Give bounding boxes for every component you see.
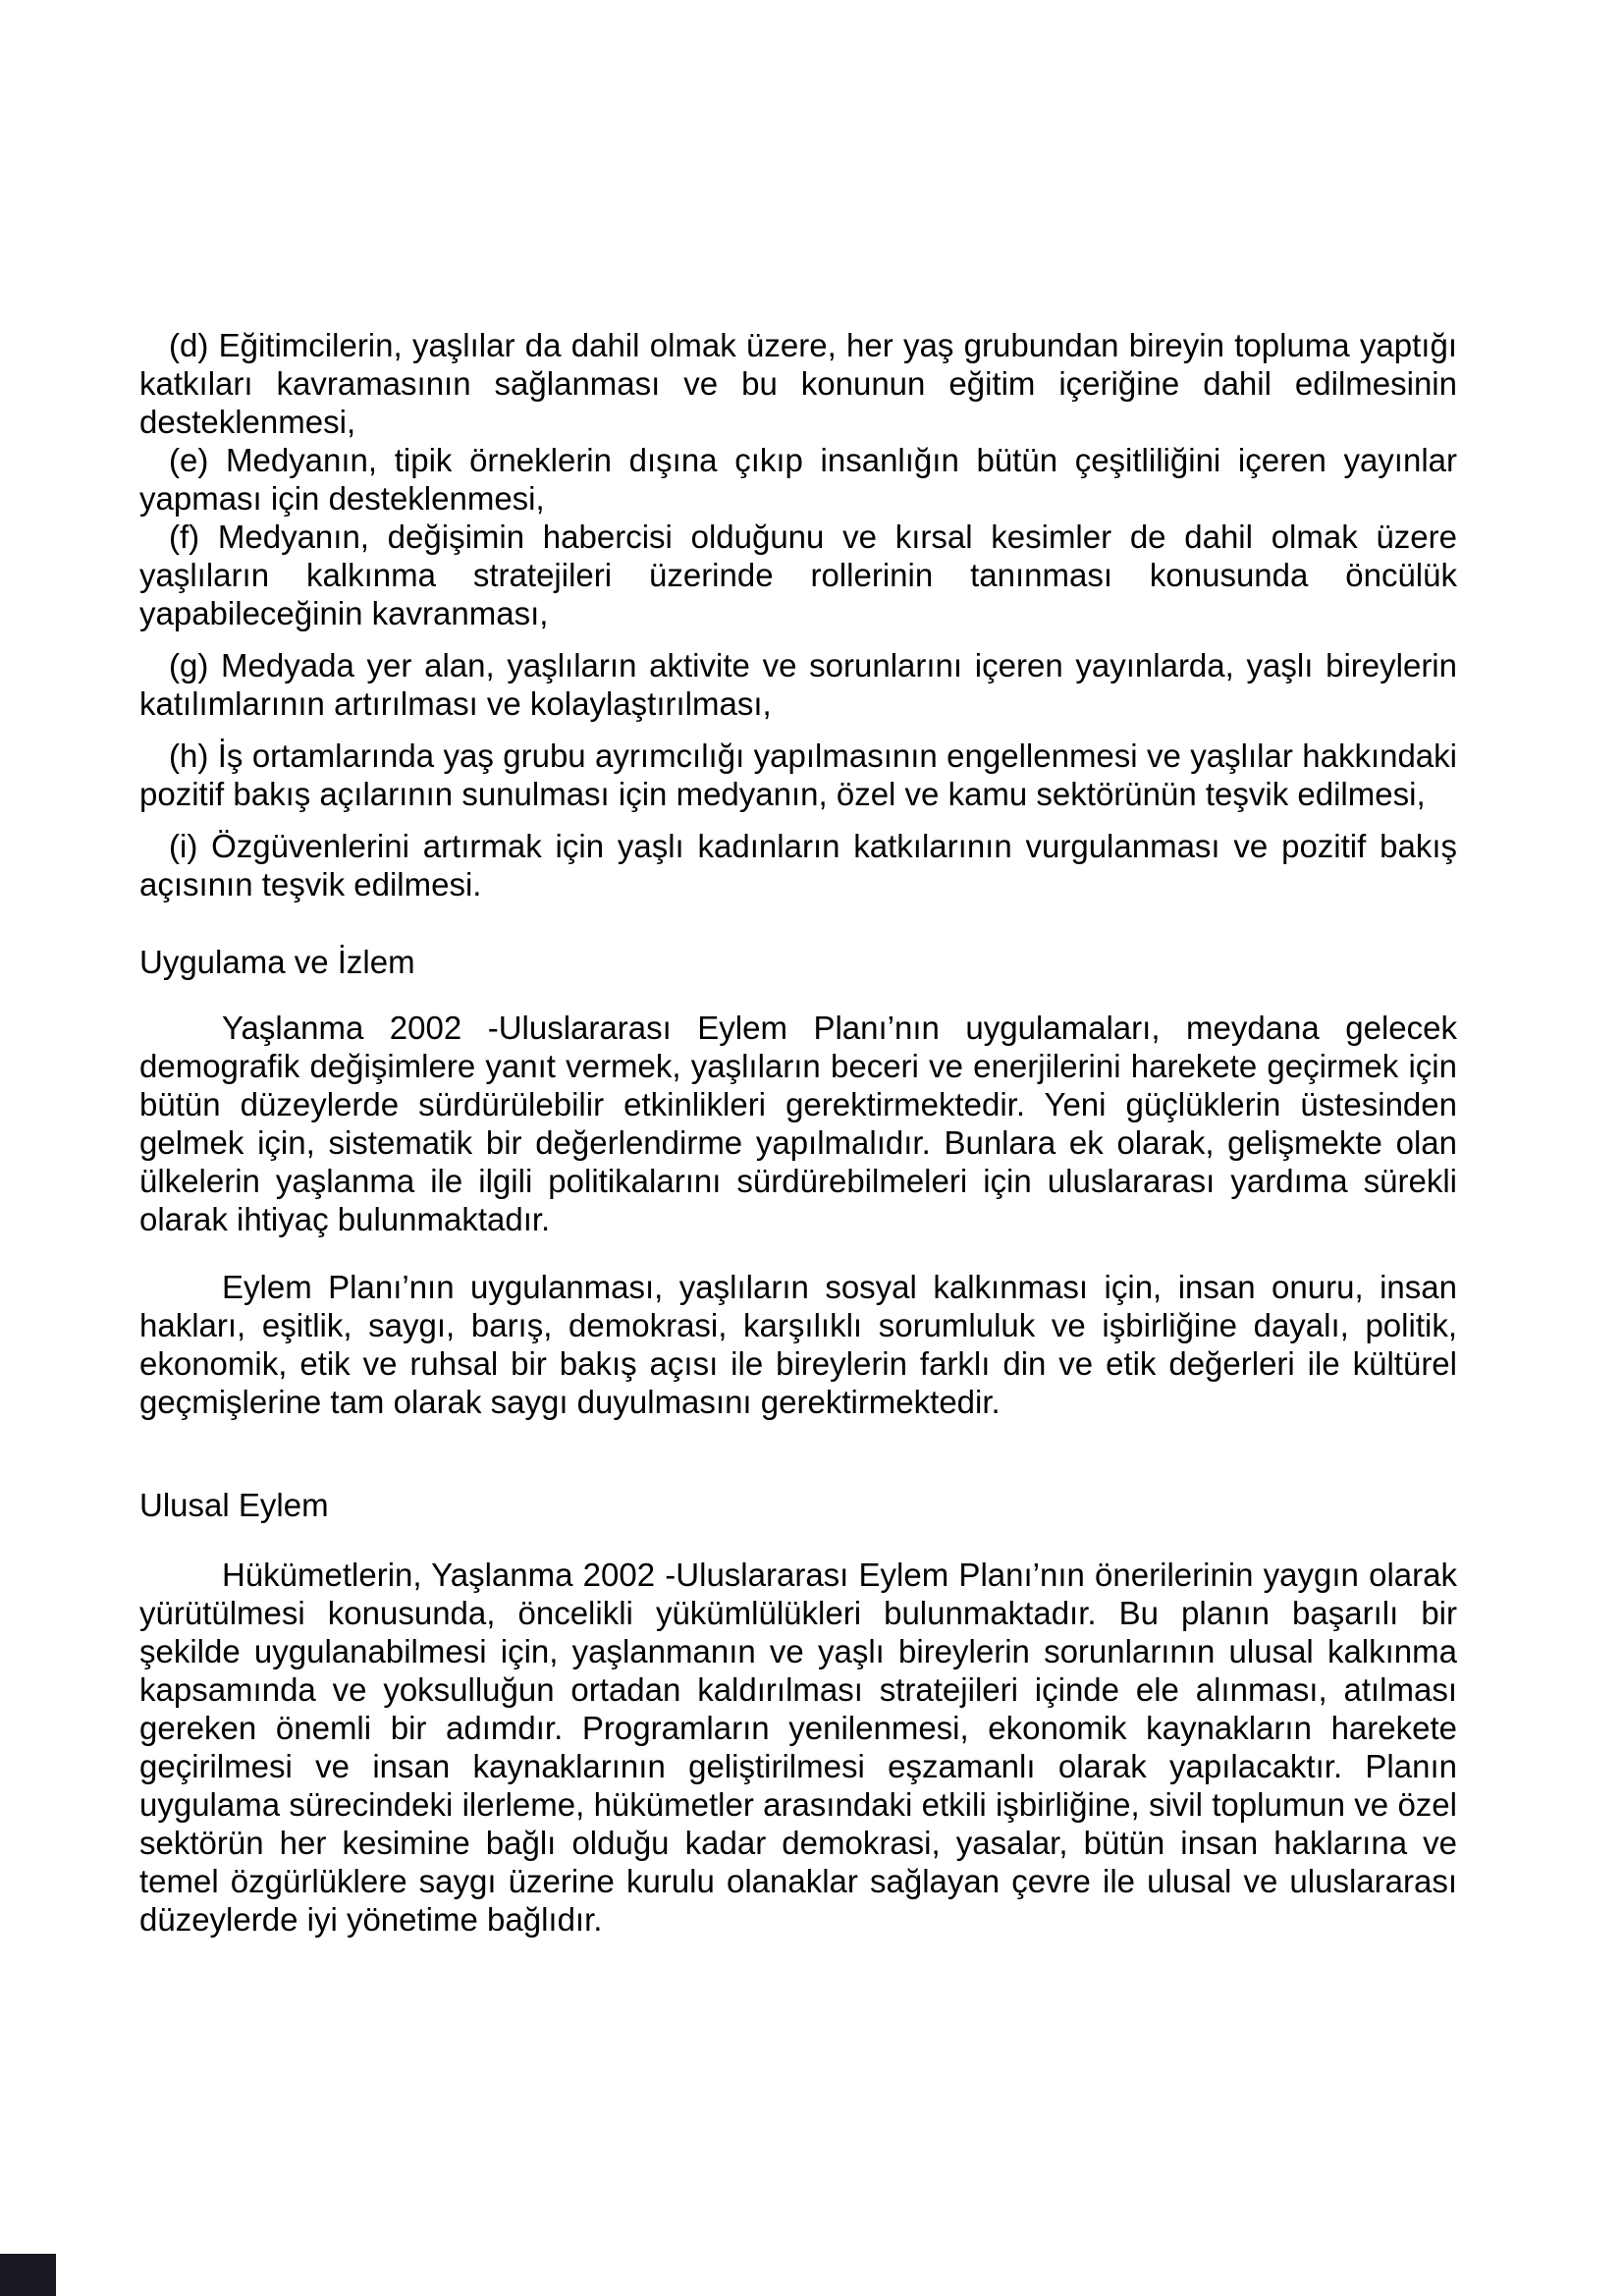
- list-item-e: (e) Medyanın, tipik örneklerin dışına çıkıp insanlığın bütün çeşitliliğini içeren yayınlar yapması için desteklenmesi,: [139, 442, 1457, 517]
- list-item-d: (d) Eğitimcilerin, yaşlılar da dahil olmak üzere, her yaş grubundan bireyin topluma yaptığı katkıları kavramasının sağlanması ve bu konunun eğitim içeriğine dahil edilmesinin desteklenmesi,: [139, 327, 1457, 440]
- list-item-f: (f) Medyanın, değişimin habercisi olduğunu ve kırsal kesimler de dahil olmak üzere yaşlıların kalkınma stratejileri üzerinde rollerinin tanınması konusunda öncülük yapabileceğinin kavranması,: [139, 519, 1457, 631]
- paragraph-uygulama-2: Eylem Planı’nın uygulanması, yaşlıların sosyal kalkınması için, insan onuru, insan hakları, eşitlik, saygı, barış, demokrasi, karşılıklı sorumluluk ve işbirliğine dayalı, politik, ekonomik, etik ve ruhsal bir bakış açısı ile bireylerin farklı din ve etik değerleri ile kültürel geçmişlerine tam olarak saygı duyulmasını gerektirmektedir.: [139, 1269, 1457, 1420]
- paragraph-uygulama-1: Yaşlanma 2002 -Uluslararası Eylem Planı’nın uygulamaları, meydana gelecek demografik değişimlere yanıt vermek, yaşlıların beceri ve enerjilerini harekete geçirmek için bütün düzeylerde sürdürülebilir etkinlikleri gerektirmektedir. Yeni güçlüklerin üstesinden gelmek için, sistematik bir değerlendirme yapılmalıdır. Bunlara ek olarak, gelişmekte olan ülkelerin yaşlanma ile ilgili politikalarını sürdürebilmeleri için uluslararası yardıma sürekli olarak ihtiyaç bulunmaktadır.: [139, 1010, 1457, 1237]
- section-heading-ulusal-eylem: Ulusal Eylem: [139, 1487, 329, 1523]
- list-item-g: (g) Medyada yer alan, yaşlıların aktivite ve sorunlarını içeren yayınlarda, yaşlı bireylerin katılımlarının artırılması ve kolaylaştırılması,: [139, 647, 1457, 722]
- text-block: [139, 326, 1457, 1939]
- paragraph-ulusal-1: Hükümetlerin, Yaşlanma 2002 -Uluslararası Eylem Planı’nın önerilerinin yaygın olarak yürütülmesi konusunda, öncelikli yükümlülükleri bulunmaktadır. Bu planın başarılı bir şekilde uygulanabilmesi için, yaşlanmanın ve yaşlı bireylerin sorunlarının ulusal kalkınma kapsamında ve yoksulluğun ortadan kaldırılması stratejileri içinde ele alınması, atılması gereken önemli bir adımdır. Programların yenilenmesi, ekonomik kaynakların harekete geçirilmesi ve insan kaynaklarının geliştirilmesi eşzamanlı olarak yapılacaktır. Planın uygulama sürecindeki ilerleme, hükümetler arasındaki etkili işbirliğine, sivil toplumun ve özel sektörün her kesimine bağlı olduğu kadar demokrasi, yasalar, bütün insan haklarına ve temel özgürlüklere saygı üzerine kurulu olanaklar sağlayan çevre ile ulusal ve uluslararası düzeylerde iyi yönetime bağlıdır.: [139, 1557, 1457, 1938]
- list-item-h: (h) İş ortamlarında yaş grubu ayrımcılığı yapılmasının engellenmesi ve yaşlılar hakkındaki pozitif bakış açılarının sunulması için medyanın, özel ve kamu sektörünün teşvik edilmesi,: [139, 738, 1457, 812]
- section-heading-uygulama-ve-izlem: Uygulama ve İzlem: [139, 944, 415, 980]
- list-item-i: (i) Özgüvenlerini artırmak için yaşlı kadınların katkılarının vurgulanması ve pozitif bakış açısının teşvik edilmesi.: [139, 828, 1457, 902]
- bottom-left-dark-corner: [0, 2254, 56, 2296]
